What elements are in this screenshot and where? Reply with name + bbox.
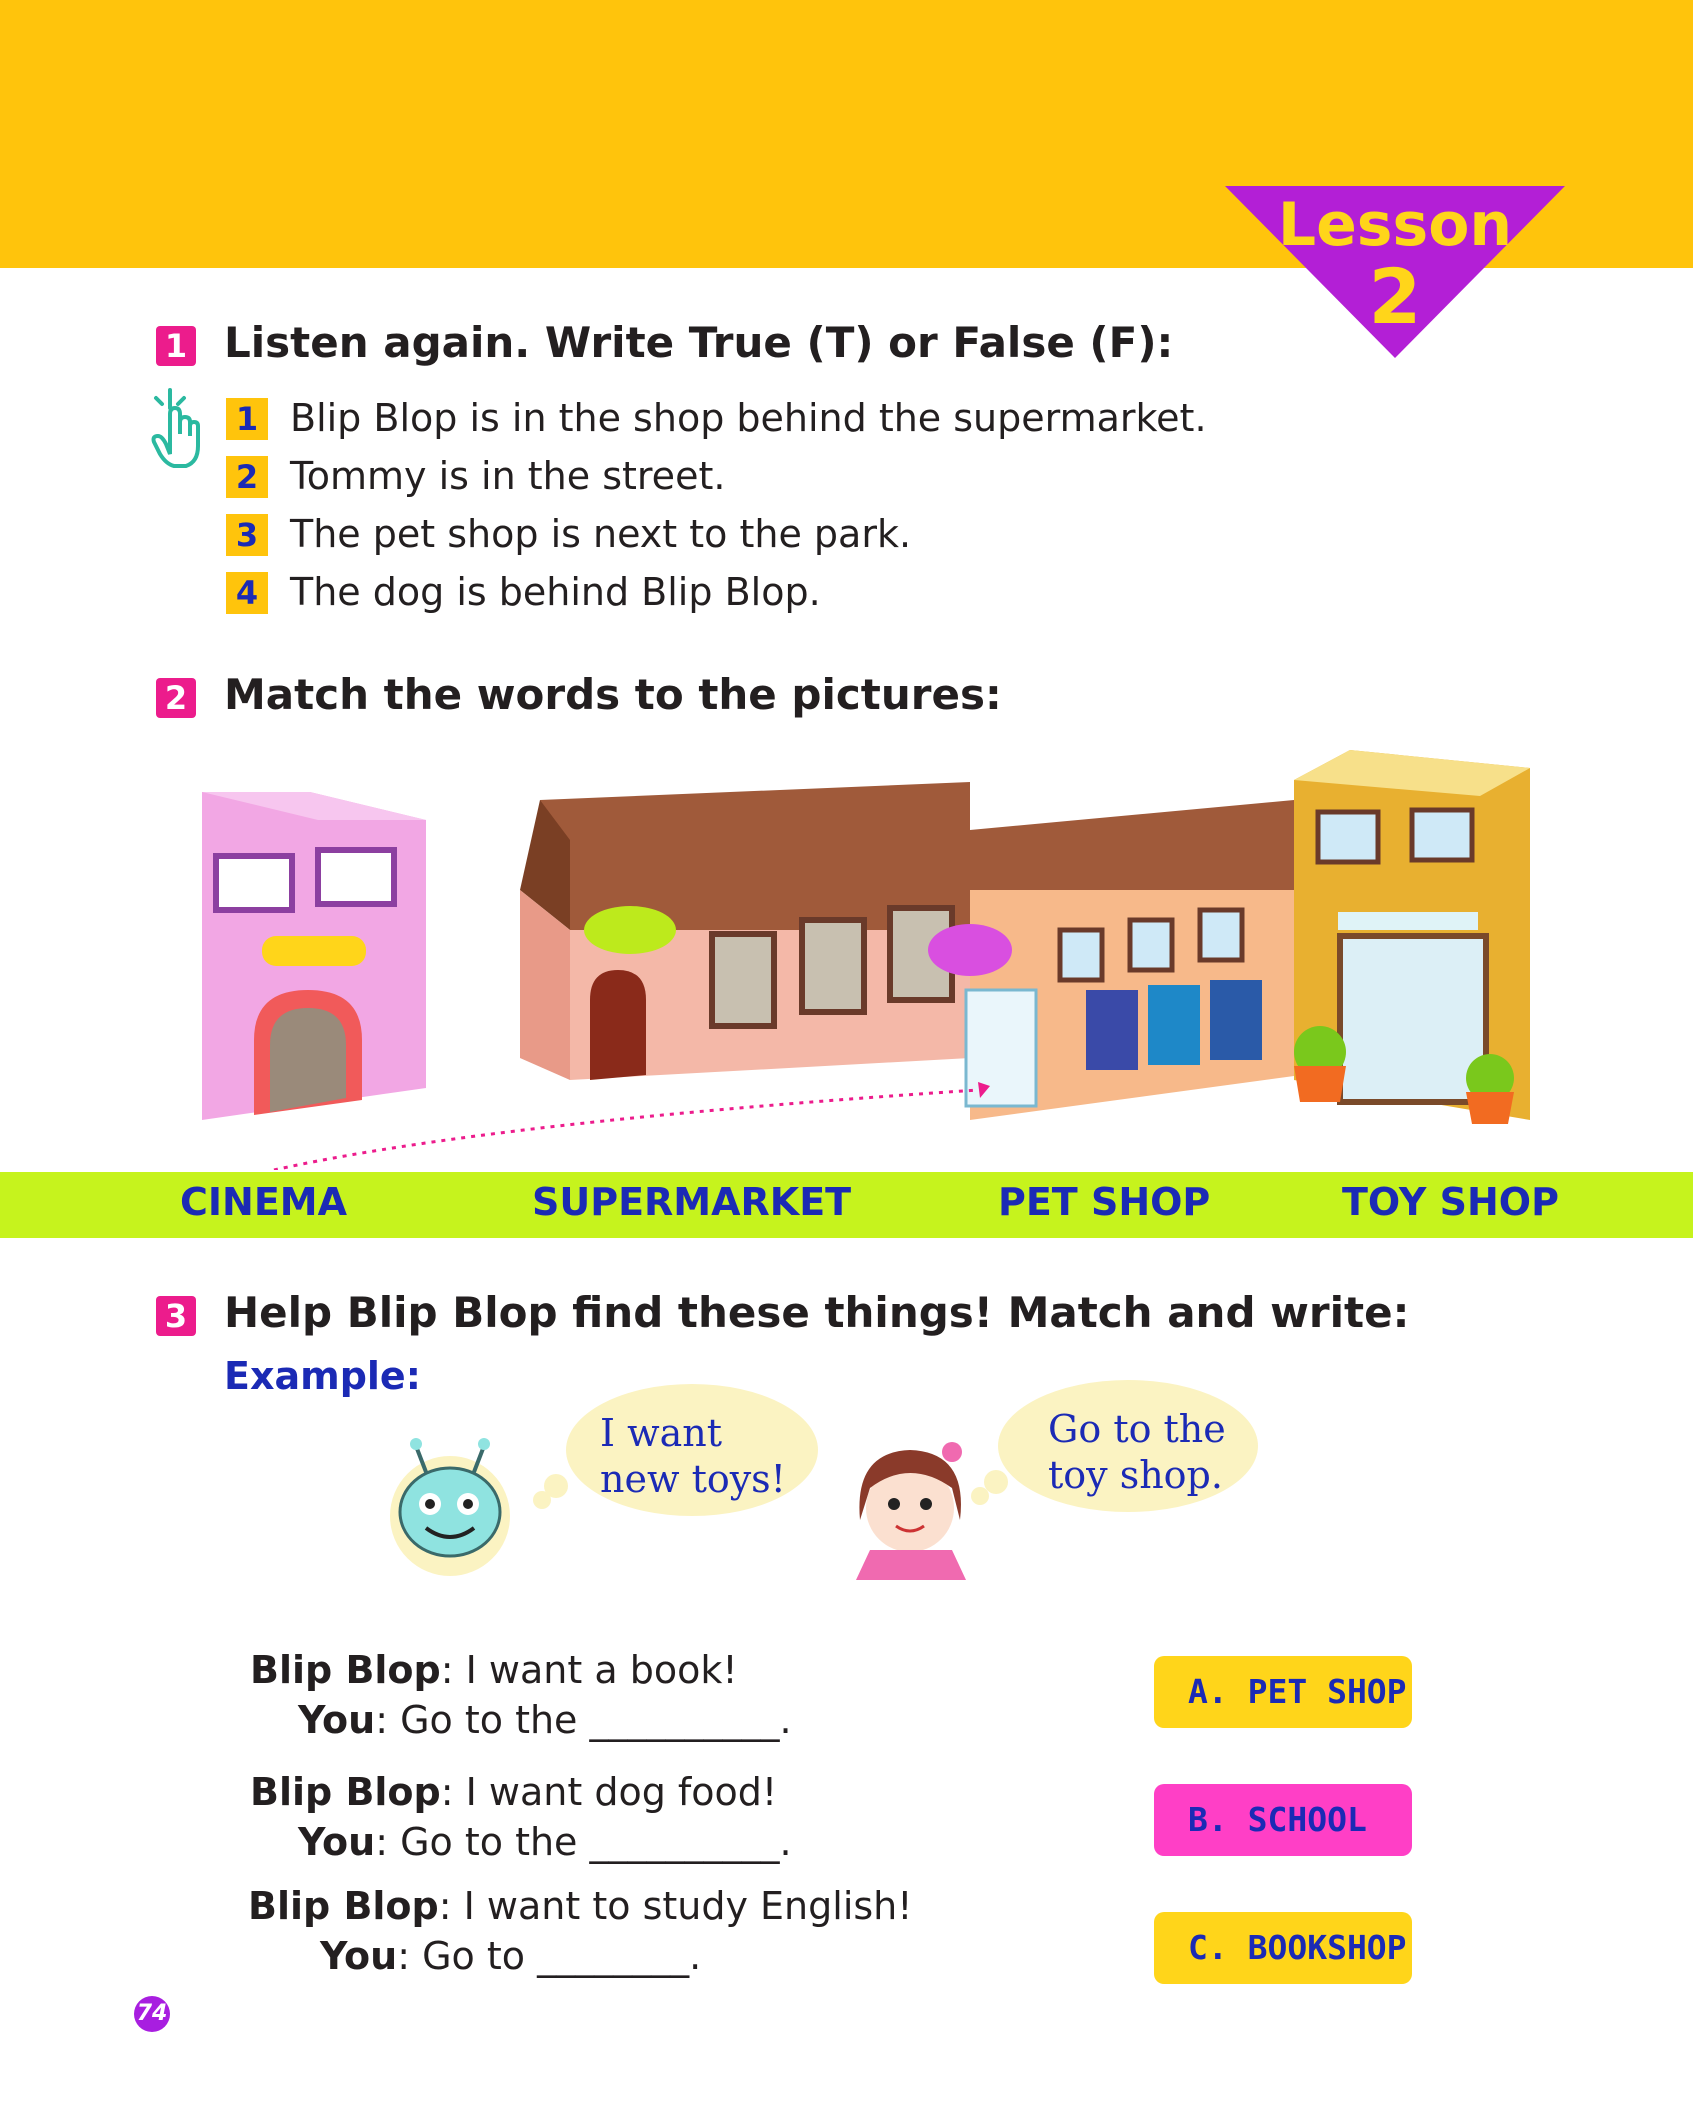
bubble-2-line-1: Go to the: [1048, 1407, 1226, 1451]
option-c-bookshop[interactable]: C. BOOKSHOP: [1154, 1912, 1412, 1984]
item-text-3: The pet shop is next to the park.: [290, 512, 912, 556]
page-number: 74: [134, 1996, 170, 2032]
label-cinema: CINEMA: [180, 1180, 348, 1224]
bubble-1-line-1: I want: [600, 1411, 723, 1455]
section-1-title: Listen again. Write True (T) or False (F):: [224, 318, 1174, 367]
pet-shop-building: [202, 792, 426, 1120]
label-toy-shop: TOY SHOP: [1342, 1180, 1559, 1224]
section-3-title: Help Blip Blop find these things! Match and write:: [224, 1288, 1410, 1337]
label-supermarket: SUPERMARKET: [532, 1180, 852, 1224]
dialog-1-prompt: Blip Blop: I want a book!: [250, 1648, 738, 1692]
section-1-number: 1: [156, 326, 196, 366]
item-number-4: 4: [226, 572, 268, 614]
bubble-2-line-2: toy shop.: [1048, 1453, 1223, 1497]
option-b-school[interactable]: B. SCHOOL: [1154, 1784, 1412, 1856]
dialog-2-prompt: Blip Blop: I want dog food!: [250, 1770, 778, 1814]
item-text-1: Blip Blop is in the shop behind the supermarket.: [290, 396, 1207, 440]
section-2-number: 2: [156, 678, 196, 718]
touch-hand-icon: [146, 384, 206, 470]
option-a-pet-shop[interactable]: A. PET SHOP: [1154, 1656, 1412, 1728]
example-label: Example:: [224, 1354, 421, 1398]
cinema-building: [928, 800, 1294, 1120]
item-number-1: 1: [226, 398, 268, 440]
lesson-number: 2: [1368, 252, 1422, 341]
bubble-1-line-2: new toys!: [600, 1457, 786, 1501]
dialog-2-answer[interactable]: You: Go to the __________.: [298, 1820, 792, 1864]
dialog-3-answer[interactable]: You: Go to ________.: [320, 1934, 702, 1978]
section-3-number: 3: [156, 1296, 196, 1336]
item-number-2: 2: [226, 456, 268, 498]
lesson-label: Lesson: [1277, 190, 1513, 260]
label-pet-shop: PET SHOP: [998, 1180, 1211, 1224]
dialog-1-answer[interactable]: You: Go to the __________.: [298, 1698, 792, 1742]
item-text-4: The dog is behind Blip Blop.: [290, 570, 821, 614]
dialog-3-prompt: Blip Blop: I want to study English!: [248, 1884, 913, 1928]
item-number-3: 3: [226, 514, 268, 556]
item-text-2: Tommy is in the street.: [290, 454, 726, 498]
section-2-title: Match the words to the pictures:: [224, 670, 1002, 719]
toy-shop-building: [520, 782, 970, 1080]
buildings-illustration: [190, 740, 1550, 1170]
supermarket-building: [1294, 750, 1530, 1124]
